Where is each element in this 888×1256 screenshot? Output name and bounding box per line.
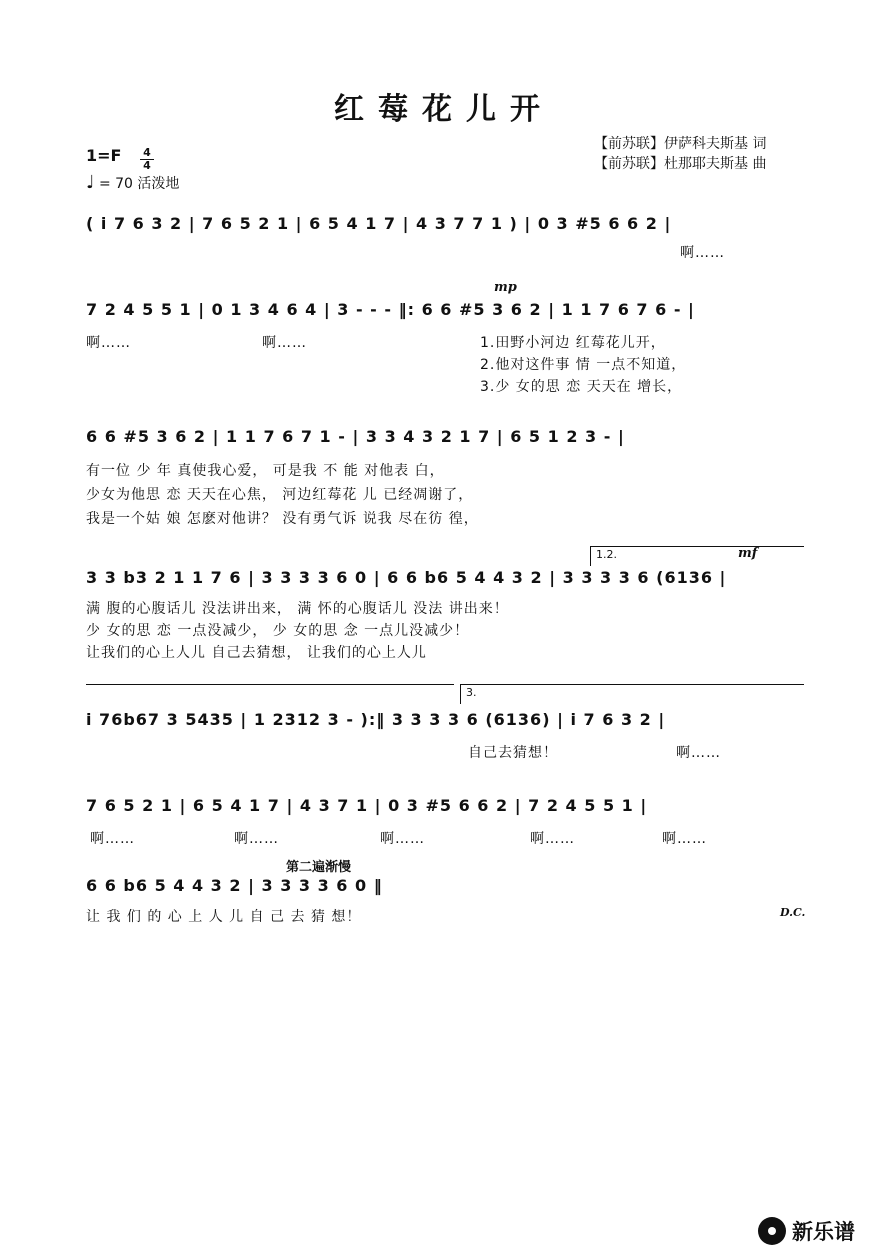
time-signature-top: 4 xyxy=(143,146,151,159)
system-6-lyric-1: 啊…… xyxy=(90,831,135,847)
system-5-lyric-b: 啊…… xyxy=(676,745,721,761)
system-2-dynamic: mp xyxy=(494,280,517,295)
system-3-verse-2: 少女为他思 恋 天天在心焦， 河边红莓花 儿 已经凋谢了， xyxy=(86,487,474,503)
system-2-lyric-b: 啊…… xyxy=(262,335,307,351)
watermark-text: 新乐谱 xyxy=(792,1220,855,1244)
system-6-notes: 7 6 5 2 1 | 6 5 4 1 7 | 4 3 7 1 | 0 3 #5 6 6 2 | 7 2 4 5 5 1 | xyxy=(86,796,648,815)
system-1-notes: ( i 7 6 3 2 | 7 6 5 2 1 | 6 5 4 1 7 | 4 3 7 7 1 ) | 0 3 #5 6 6 2 | xyxy=(86,214,672,233)
system-4-notes: 3 3 b3 2 1 1 7 6 | 3 3 3 3 6 0 | 6 6 b6 5 4 4 3 2 | 3 3 3 3 6 (6136 | xyxy=(86,568,727,587)
lyricist-credit: 【前苏联】伊萨科夫斯基 词 xyxy=(594,136,767,152)
system-4-dynamic: mf xyxy=(738,546,758,561)
ritardando-marking: 第二遍渐慢 xyxy=(286,860,352,875)
system-2-verse-1: 1.田野小河边 红莓花儿开， xyxy=(480,335,666,351)
system-2-verse-2: 2.他对这件事 情 一点不知道， xyxy=(480,357,687,373)
key-signature: 1=F xyxy=(86,146,122,165)
system-5-lyric-a: 自己去猜想！ xyxy=(468,745,558,761)
system-3-verse-3: 我是一个姑 娘 怎麽对他讲？ 没有勇气诉 说我 尽在彷 徨， xyxy=(86,511,479,527)
time-signature xyxy=(140,148,154,171)
system-6-lyric-2: 啊…… xyxy=(234,831,279,847)
system-6-lyric-5: 啊…… xyxy=(662,831,707,847)
page-title: 红莓花儿开 xyxy=(334,92,554,127)
system-7-lyric: 让 我 们 的 心 上 人 儿 自 己 去 猜 想！ xyxy=(86,909,362,925)
system-7-notes: 6 6 b6 5 4 4 3 2 | 3 3 3 3 6 0 ‖ xyxy=(86,876,383,895)
system-4-verse-1: 满 腹的心腹话儿 没法讲出来， 满 怀的心腹话儿 没法 讲出来！ xyxy=(86,601,509,617)
system-2-lyric-a: 啊…… xyxy=(86,335,131,351)
system-5-notes: i 76b67 3 5435 | 1 2312 3 - ):‖ 3 3 3 3 6 (6136) | i 7 6 3 2 | xyxy=(86,710,666,729)
quarter-note-icon: ♩ xyxy=(86,172,95,193)
composer-credit: 【前苏联】杜那耶夫斯基 曲 xyxy=(594,156,767,172)
system-3-notes: 6 6 #5 3 6 2 | 1 1 7 6 7 1 - | 3 3 4 3 2 1 7 | 6 5 1 2 3 - | xyxy=(86,427,625,446)
time-signature-bottom: 4 xyxy=(143,159,151,172)
tempo-marking xyxy=(86,172,179,193)
system-2-verse-3: 3.少 女的思 恋 天天在 增长， xyxy=(480,379,683,395)
tempo-value: = 70 xyxy=(98,176,133,192)
system-4-verse-2: 少 女的思 恋 一点没减少， 少 女的思 念 一点儿没减少！ xyxy=(86,623,470,639)
tempo-expression: 活泼地 xyxy=(137,176,180,192)
system-6-lyric-4: 啊…… xyxy=(530,831,575,847)
system-3-verse-1: 有一位 少 年 真使我心爱， 可是我 不 能 对他表 白， xyxy=(86,463,445,479)
system-1-lyric: 啊…… xyxy=(680,245,725,261)
volta-1-2: 1.2. xyxy=(596,548,617,561)
watermark-logo xyxy=(758,1216,855,1246)
record-disc-icon xyxy=(758,1217,786,1245)
system-2-notes: 7 2 4 5 5 1 | 0 1 3 4 6 4 | 3 - - - ‖: 6 6 #5 3 6 2 | 1 1 7 6 7 6 - | xyxy=(86,300,695,319)
system-6-lyric-3: 啊…… xyxy=(380,831,425,847)
dc-marking: D.C. xyxy=(780,906,806,919)
system-4-verse-3: 让我们的心上人儿 自己去猜想， 让我们的心上人儿 xyxy=(86,645,427,661)
volta-3: 3. xyxy=(466,686,477,699)
